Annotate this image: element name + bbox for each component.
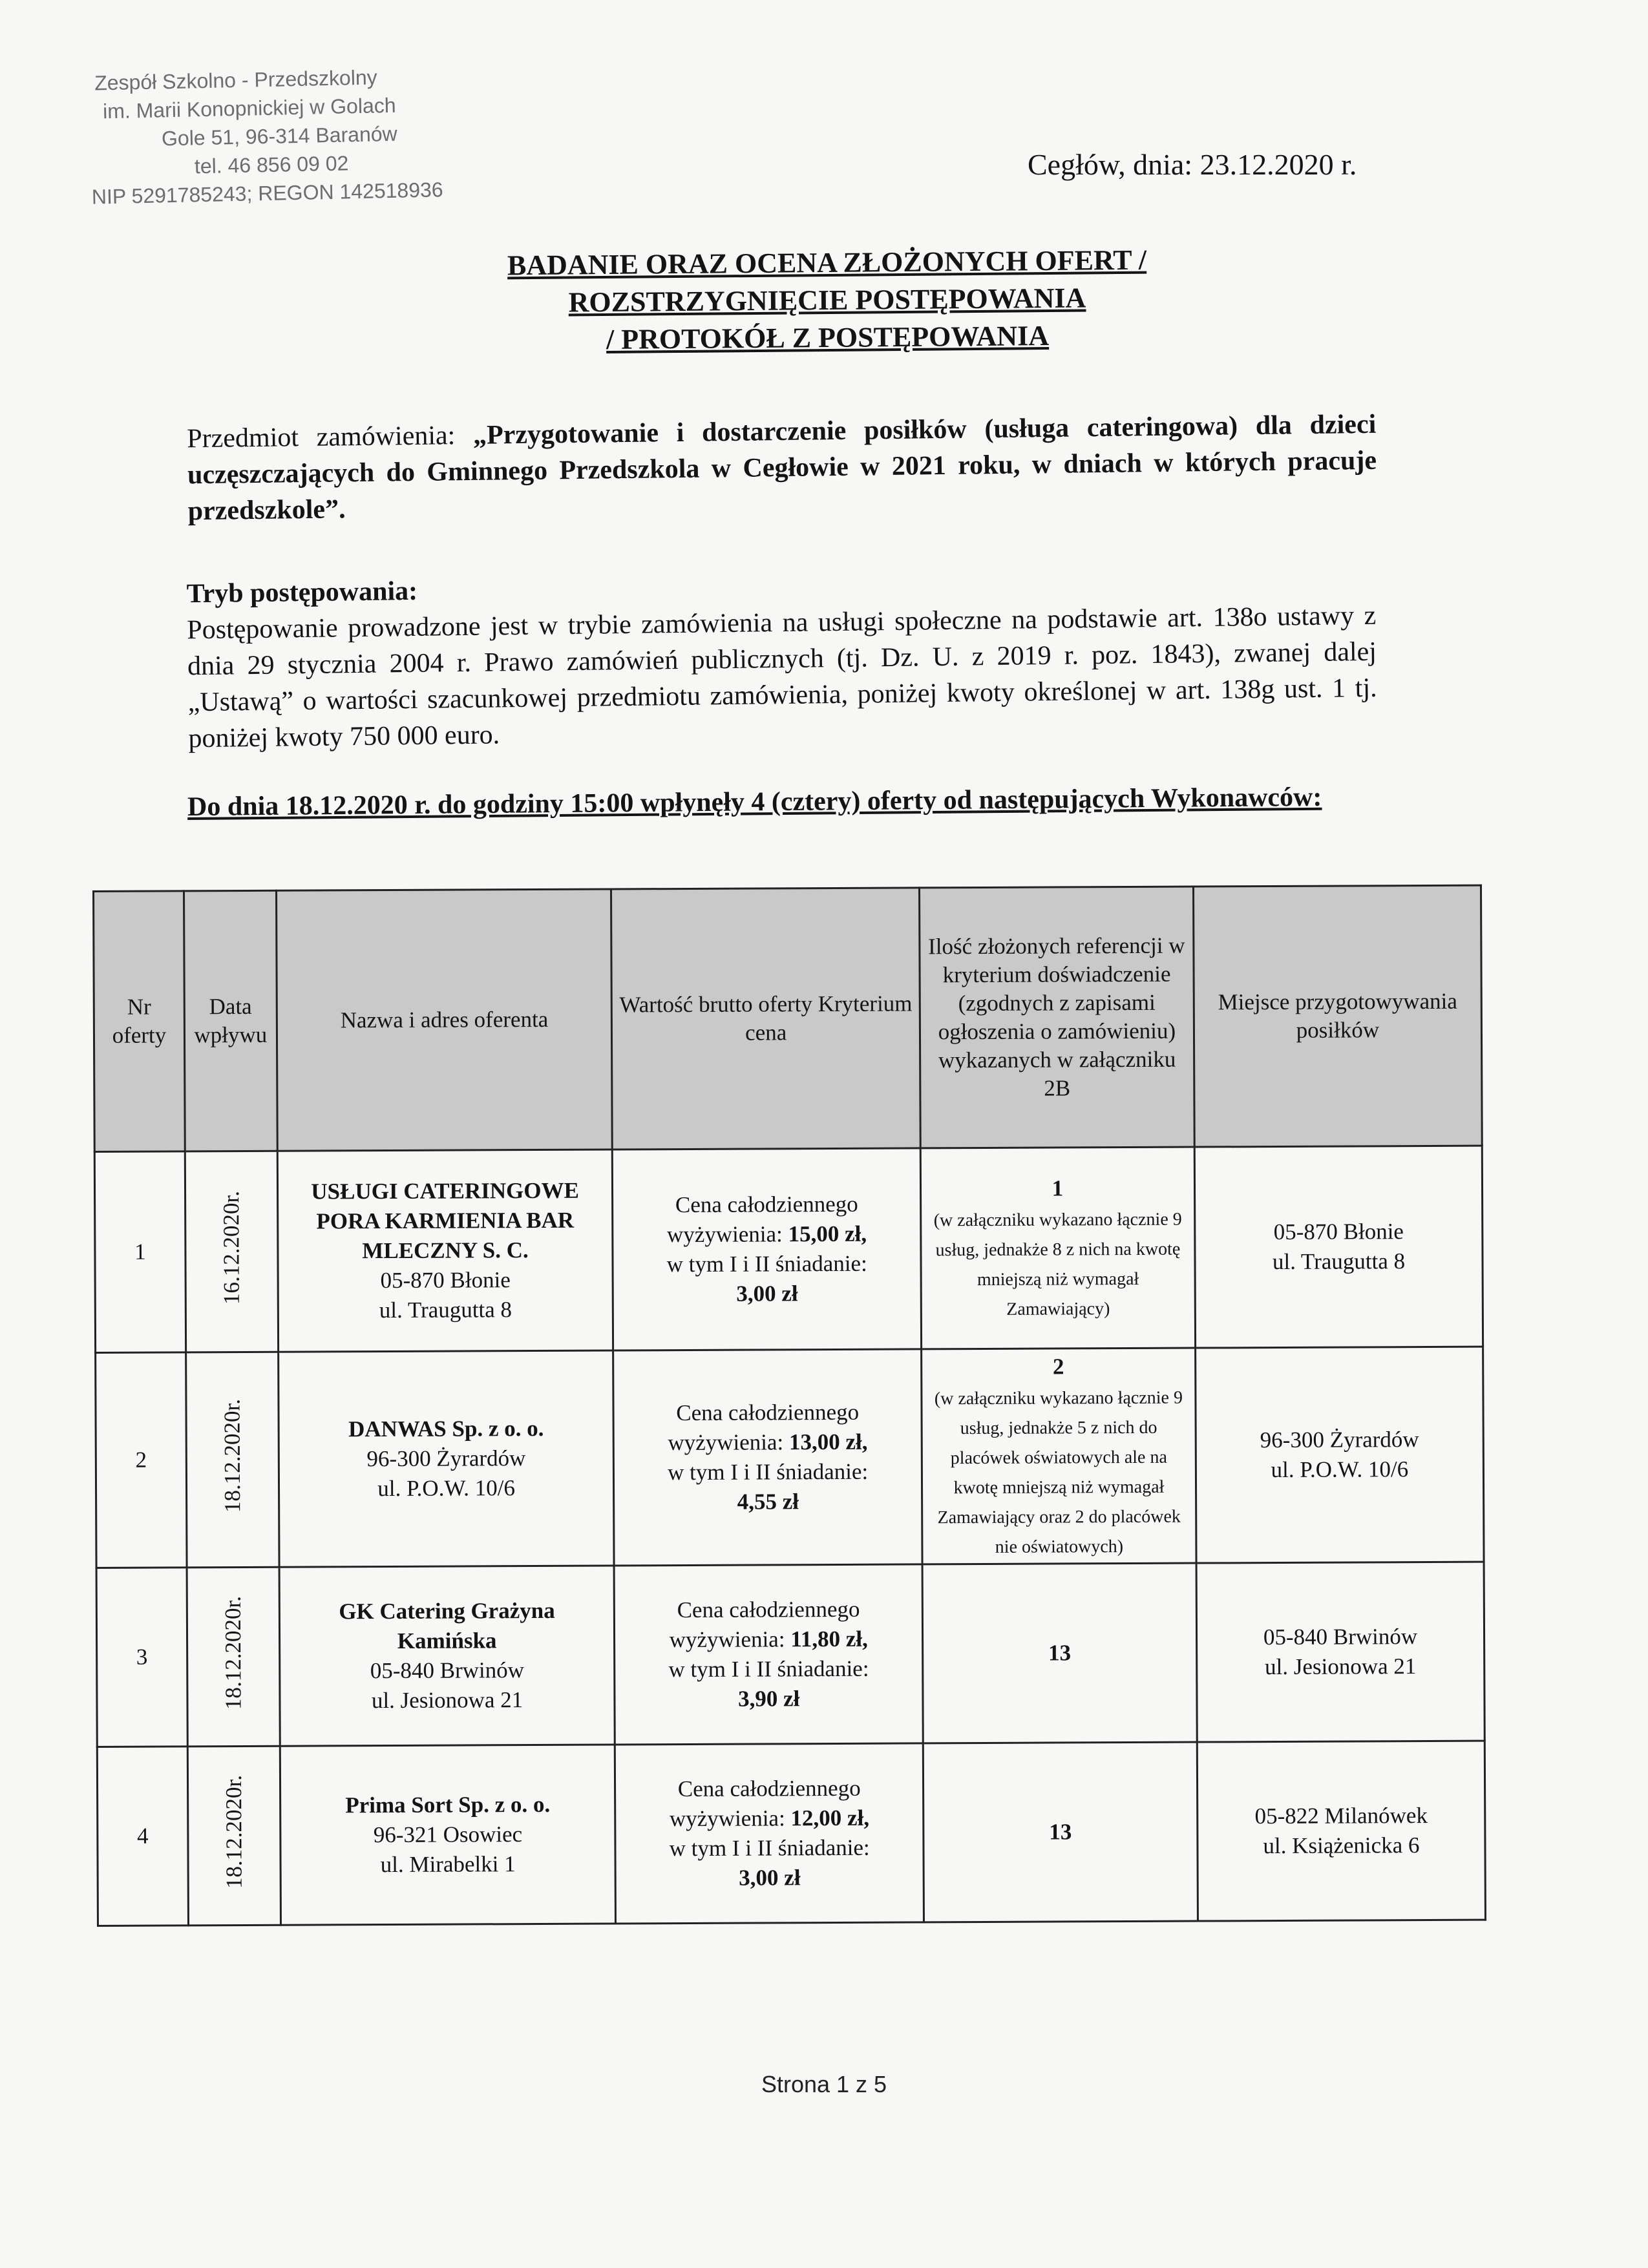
- offerer-name: GK Catering Grażyna Kamińska: [339, 1597, 555, 1654]
- cell-ilosc: [920, 1147, 1195, 1349]
- ref-count: 13: [1048, 1640, 1072, 1666]
- cell-miejsce: [1194, 1146, 1483, 1348]
- offerer-street: ul. Mirabelki 1: [380, 1851, 516, 1878]
- cell-ilosc: [922, 1348, 1196, 1564]
- place-line: ul. Traugutta 8: [1272, 1248, 1406, 1275]
- date-vertical: 16.12.2020r.: [218, 1190, 244, 1305]
- price-value: 11,80 zł,: [790, 1626, 868, 1652]
- offerer-street: ul. P.O.W. 10/6: [377, 1475, 516, 1502]
- price-value: 15,00 zł,: [788, 1221, 867, 1247]
- cell-wartosc: [614, 1564, 923, 1745]
- cell-ilosc: [923, 1742, 1198, 1922]
- school-stamp: [89, 60, 505, 211]
- header-miejsce: Miejsce przygotowywania posiłków: [1193, 885, 1482, 1147]
- offerer-address: 05-840 Brwinów: [370, 1657, 525, 1684]
- title-line: ROZSTRZYGNIĘCIE POSTĘPOWANIA: [568, 282, 1086, 319]
- cell-miejsce: [1196, 1347, 1484, 1563]
- cell-nazwa: [278, 1350, 614, 1567]
- ref-count: 2: [1052, 1354, 1064, 1380]
- title-line: BADANIE ORAZ OCENA ZŁOŻONYCH OFERT /: [507, 244, 1147, 282]
- breakfast-value: 4,55 zł: [737, 1489, 799, 1515]
- breakfast-label: w tym I i II śniadanie:: [668, 1655, 869, 1683]
- place-line: ul. Książenicka 6: [1263, 1832, 1420, 1859]
- stamp-line: tel. 46 856 09 02: [194, 151, 349, 178]
- breakfast-value: 3,90 zł: [737, 1686, 800, 1712]
- breakfast-label: w tym I i II śniadanie:: [669, 1834, 870, 1862]
- offerer-address: 96-321 Osowiec: [373, 1822, 523, 1848]
- price-label: Cena całodziennego wyżywienia:: [669, 1775, 861, 1832]
- stamp-line: Zespół Szkolno - Przedszkolny: [94, 65, 378, 95]
- offerer-address: 05-870 Błonie: [380, 1267, 511, 1294]
- cell-miejsce: [1197, 1741, 1485, 1921]
- header-ilosc: Ilość złożonych referencji w kryterium doświadczenie (zgodnych z zapisami ogłoszenia o zamówieniu) wykazanych w załączniku 2B: [919, 887, 1194, 1148]
- breakfast-label: w tym I i II śniadanie:: [666, 1250, 867, 1277]
- subject-label: Przedmiot zamówienia:: [187, 420, 474, 454]
- subject-text: „Przygotowanie i dostarczenie posiłków (usługa cateringowa) dla dzieci uczęszczających do Gminnego Przedszkola w Cegłowie w 2021 roku, w dniach w których pracuje przedszkole”.: [187, 409, 1377, 527]
- order-subject: [187, 406, 1377, 529]
- price-label: Cena całodziennego wyżywienia:: [668, 1399, 860, 1456]
- header-data: Data wpływu: [184, 890, 277, 1151]
- offerer-street: ul. Traugutta 8: [379, 1297, 512, 1323]
- table-row: [97, 1741, 1485, 1926]
- ref-count: 1: [1051, 1175, 1064, 1201]
- cell-nr: 4: [97, 1747, 188, 1926]
- document-title: [413, 240, 1241, 360]
- place-line: 05-840 Brwinów: [1263, 1624, 1418, 1650]
- breakfast-value: 3,00 zł: [739, 1865, 801, 1891]
- table-row: [96, 1562, 1484, 1747]
- cell-nazwa: [280, 1745, 616, 1925]
- cell-nr: 1: [94, 1151, 185, 1353]
- cell-nr: 3: [96, 1568, 187, 1747]
- place-line: ul. P.O.W. 10/6: [1271, 1456, 1409, 1483]
- offerer-name: USŁUGI CATERINGOWE PORA KARMIENIA BAR MLECZNY S. C.: [311, 1177, 579, 1264]
- cell-wartosc: [613, 1148, 922, 1350]
- table-header-row: [94, 885, 1483, 1151]
- date-vertical: 18.12.2020r.: [219, 1398, 246, 1513]
- document-date: Cegłów, dnia: 23.12.2020 r.: [1028, 148, 1357, 181]
- table-row: [96, 1347, 1484, 1568]
- offerer-name: DANWAS Sp. z o. o.: [348, 1415, 544, 1442]
- price-value: 13,00 zł,: [788, 1429, 868, 1455]
- offers-table: [92, 885, 1486, 1927]
- cell-nazwa: [277, 1150, 613, 1352]
- procedure-heading: Tryb postępowania:: [186, 576, 418, 609]
- date-vertical: 18.12.2020r.: [220, 1595, 246, 1710]
- price-value: 12,00 zł,: [790, 1805, 870, 1831]
- breakfast-label: w tym I i II śniadanie:: [668, 1458, 869, 1486]
- cell-wartosc: [615, 1743, 924, 1924]
- offerer-street: ul. Jesionowa 21: [371, 1687, 523, 1714]
- header-wartosc: Wartość brutto oferty Kryterium cena: [611, 888, 920, 1150]
- stamp-line: Gole 51, 96-314 Baranów: [161, 121, 398, 151]
- place-line: 05-822 Milanówek: [1254, 1802, 1428, 1829]
- cell-nazwa: [279, 1566, 615, 1746]
- deadline-statement: Do dnia 18.12.2020 r. do godziny 15:00 wpłynęły 4 (cztery) oferty od następujących Wykonawców:: [187, 782, 1322, 823]
- ref-note: (w załączniku wykazano łącznie 9 usług, jednakże 5 z nich do placówek oświatowych ale na kwotę mniejszą niż wymagał Zamawiający oraz 2 do placówek nie oświatowych): [934, 1387, 1183, 1557]
- table-row: [94, 1146, 1483, 1352]
- header-nazwa: Nazwa i adres oferenta: [276, 889, 612, 1151]
- cell-nr: 2: [96, 1352, 187, 1568]
- offerer-name: Prima Sort Sp. z o. o.: [345, 1791, 551, 1818]
- cell-data: [185, 1151, 278, 1352]
- page-number: Strona 1 z 5: [761, 2071, 887, 2097]
- procedure-mode: [186, 562, 1377, 757]
- place-line: 05-870 Błonie: [1273, 1219, 1404, 1245]
- cell-data: [186, 1352, 279, 1568]
- stamp-line: im. Marii Konopnickiej w Golach: [102, 93, 396, 123]
- breakfast-value: 3,00 zł: [736, 1281, 798, 1307]
- cell-miejsce: [1196, 1562, 1484, 1742]
- ref-note: (w załączniku wykazano łącznie 9 usług, jednakże 8 z nich na kwotę mniejszą niż wymagał Zamawiający): [933, 1209, 1182, 1319]
- price-label: Cena całodziennego wyżywienia:: [666, 1191, 858, 1248]
- price-label: Cena całodziennego wyżywienia:: [669, 1596, 860, 1653]
- cell-wartosc: [613, 1349, 922, 1566]
- place-line: 96-300 Żyrardów: [1260, 1427, 1419, 1453]
- title-line: / PROTOKÓŁ Z POSTĘPOWANIA: [606, 320, 1050, 355]
- stamp-line: NIP 5291785243; REGON 142518936: [91, 178, 443, 209]
- date-vertical: 18.12.2020r.: [220, 1774, 247, 1889]
- cell-ilosc: [922, 1563, 1197, 1743]
- ref-count: 13: [1049, 1819, 1072, 1845]
- cell-data: [187, 1746, 280, 1926]
- offerer-address: 96-300 Żyrardów: [366, 1445, 526, 1472]
- procedure-text: Postępowanie prowadzone jest w trybie zamówienia na usługi społeczne na podstawie art. 138o ustawy z dnia 29 stycznia 2004 r. Prawo zamówień publicznych (tj. Dz. U. z 2019 r. poz. 1843), zwanej dalej „Ustawą” o wartości szacunkowej przedmiotu zamówienia, poniżej kwoty określonej w art. 138g ust. 1 tj. poniżej kwoty 750 000 euro.: [187, 600, 1377, 754]
- header-nr: Nr oferty: [94, 891, 185, 1152]
- cell-data: [187, 1567, 280, 1747]
- place-line: ul. Jesionowa 21: [1265, 1654, 1417, 1680]
